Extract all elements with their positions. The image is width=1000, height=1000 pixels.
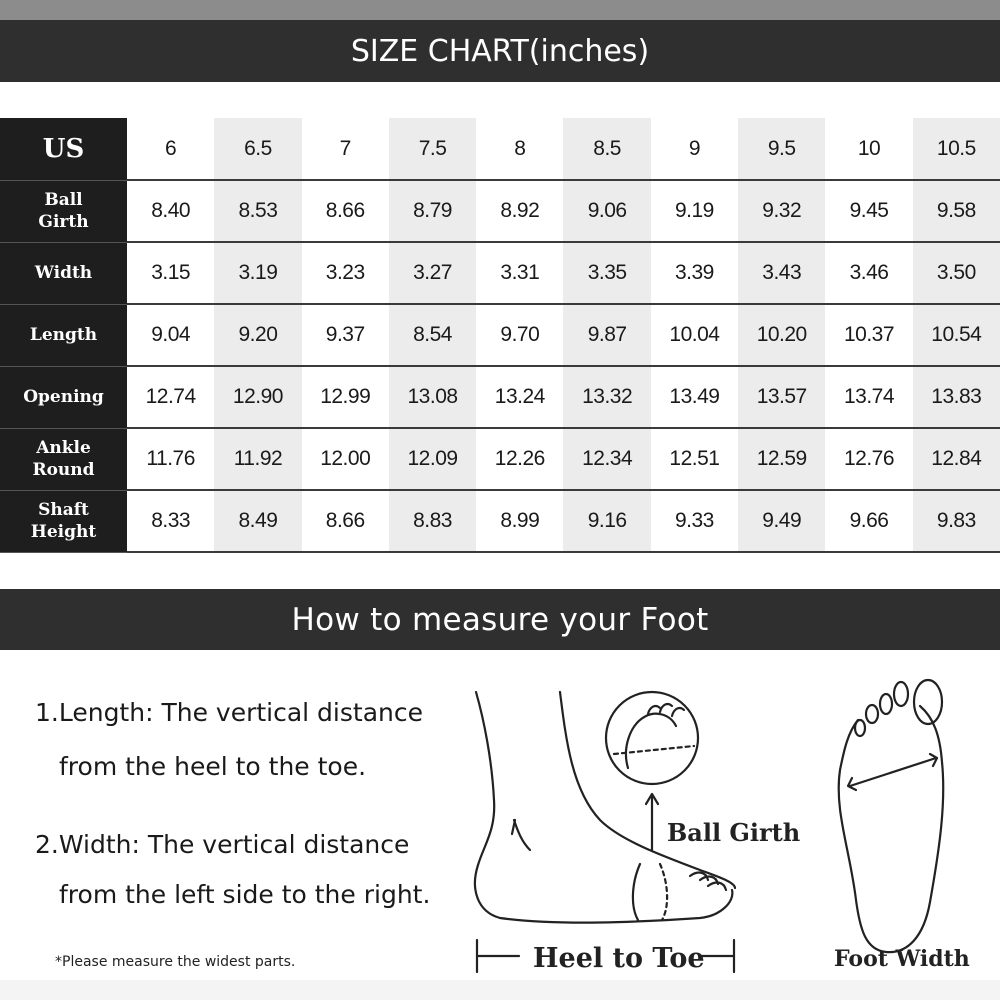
size-cell: 10.54	[913, 304, 1000, 366]
size-cell: 10.37	[825, 304, 912, 366]
size-cell: 8.5	[563, 118, 650, 180]
size-cell: 12.26	[476, 428, 563, 490]
row-header: Shaft Height	[0, 490, 127, 552]
size-cell: 9.58	[913, 180, 1000, 242]
size-cell: 3.19	[214, 242, 301, 304]
ball-girth-label: Ball Girth	[667, 818, 801, 847]
size-cell: 3.23	[302, 242, 389, 304]
size-cell: 10	[825, 118, 912, 180]
instruction-length: 1.Length: The vertical distance	[35, 698, 423, 727]
size-cell: 12.76	[825, 428, 912, 490]
size-row-ankle-round	[0, 428, 1000, 490]
size-cell: 8.54	[389, 304, 476, 366]
size-row-opening	[0, 366, 1000, 428]
row-header: US	[0, 118, 127, 180]
row-header: Ball Girth	[0, 180, 127, 242]
size-cell: 9.16	[563, 490, 650, 552]
size-cell: 3.35	[563, 242, 650, 304]
instruction-width: 2.Width: The vertical distance	[35, 830, 410, 859]
size-cell: 11.76	[127, 428, 214, 490]
sole-foot-icon	[839, 680, 944, 952]
size-cell: 9.5	[738, 118, 825, 180]
size-cell: 3.50	[913, 242, 1000, 304]
size-cell: 12.09	[389, 428, 476, 490]
size-cell: 12.90	[214, 366, 301, 428]
size-cell: 9.66	[825, 490, 912, 552]
size-cell: 8.53	[214, 180, 301, 242]
size-cell: 12.59	[738, 428, 825, 490]
size-cell: 12.51	[651, 428, 738, 490]
size-row-width	[0, 242, 1000, 304]
size-cell: 8.99	[476, 490, 563, 552]
size-cell: 13.32	[563, 366, 650, 428]
size-cell: 3.39	[651, 242, 738, 304]
size-cell: 9.33	[651, 490, 738, 552]
size-cell: 9.45	[825, 180, 912, 242]
size-cell: 6	[127, 118, 214, 180]
size-cell: 12.00	[302, 428, 389, 490]
size-row-shaft-height	[0, 490, 1000, 552]
measure-note: *Please measure the widest parts.	[55, 954, 296, 970]
size-cell: 9.83	[913, 490, 1000, 552]
size-cell: 9.70	[476, 304, 563, 366]
size-cell: 12.34	[563, 428, 650, 490]
size-cell: 11.92	[214, 428, 301, 490]
instruction-width-cont: from the left side to the right.	[59, 880, 431, 909]
foot-width-label: Foot Width	[834, 946, 970, 972]
row-header: Width	[0, 242, 127, 304]
size-cell: 8.49	[214, 490, 301, 552]
size-cell: 9.04	[127, 304, 214, 366]
size-chart-title: SIZE CHART(inches)	[0, 20, 1000, 82]
size-cell: 8.83	[389, 490, 476, 552]
size-row-length	[0, 304, 1000, 366]
size-cell: 3.43	[738, 242, 825, 304]
instruction-length-cont: from the heel to the toe.	[59, 752, 367, 781]
size-cell: 3.15	[127, 242, 214, 304]
size-cell: 8.40	[127, 180, 214, 242]
size-cell: 12.74	[127, 366, 214, 428]
size-chart-table	[0, 118, 1000, 553]
size-cell: 7.5	[389, 118, 476, 180]
size-cell: 9.87	[563, 304, 650, 366]
size-cell: 10.04	[651, 304, 738, 366]
size-cell: 13.08	[389, 366, 476, 428]
size-cell: 9.49	[738, 490, 825, 552]
bottom-strip	[0, 980, 1000, 1000]
size-cell: 13.74	[825, 366, 912, 428]
size-cell: 9.19	[651, 180, 738, 242]
size-cell: 9.20	[214, 304, 301, 366]
size-cell: 13.83	[913, 366, 1000, 428]
toe-marker-icon	[700, 940, 734, 972]
size-cell: 13.24	[476, 366, 563, 428]
top-strip	[0, 0, 1000, 20]
size-cell: 12.84	[913, 428, 1000, 490]
foot-illustration	[0, 650, 1000, 1000]
size-cell: 13.57	[738, 366, 825, 428]
size-cell: 9	[651, 118, 738, 180]
size-cell: 9.32	[738, 180, 825, 242]
size-cell: 3.27	[389, 242, 476, 304]
size-cell: 9.37	[302, 304, 389, 366]
row-header: Length	[0, 304, 127, 366]
size-row-ball-girth	[0, 180, 1000, 242]
size-cell: 6.5	[214, 118, 301, 180]
how-to-measure-title: How to measure your Foot	[0, 589, 1000, 650]
size-cell: 13.49	[651, 366, 738, 428]
heel-to-toe-label: Heel to Toe	[533, 943, 705, 974]
size-cell: 10.20	[738, 304, 825, 366]
size-cell: 8.66	[302, 490, 389, 552]
size-cell: 8.33	[127, 490, 214, 552]
row-header: Opening	[0, 366, 127, 428]
size-cell: 8	[476, 118, 563, 180]
heel-marker-icon	[477, 940, 519, 972]
size-cell: 8.92	[476, 180, 563, 242]
size-cell: 9.06	[563, 180, 650, 242]
row-header: Ankle Round	[0, 428, 127, 490]
size-cell: 10.5	[913, 118, 1000, 180]
size-cell: 8.66	[302, 180, 389, 242]
size-cell: 3.31	[476, 242, 563, 304]
size-cell: 12.99	[302, 366, 389, 428]
size-cell: 8.79	[389, 180, 476, 242]
size-row-us	[0, 118, 1000, 180]
size-cell: 7	[302, 118, 389, 180]
size-cell: 3.46	[825, 242, 912, 304]
